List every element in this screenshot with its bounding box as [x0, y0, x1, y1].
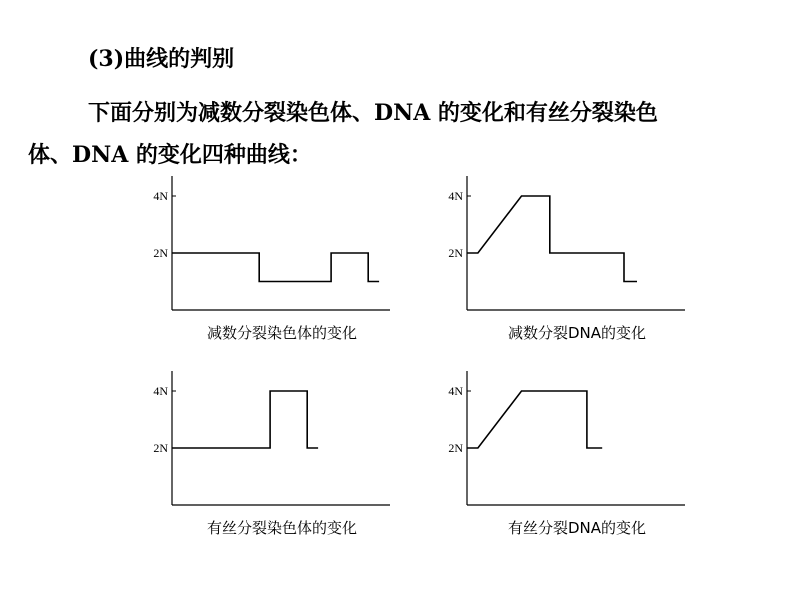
y-tick-label: 2N — [448, 441, 463, 455]
paragraph-line-2: 体、DNA 的变化四种曲线： — [28, 142, 312, 168]
y-tick-label: 4N — [448, 189, 463, 203]
chart-caption: 有丝分裂DNA的变化 — [507, 519, 647, 537]
chart-caption: 减数分裂DNA的变化 — [507, 324, 647, 342]
chart-caption: 减数分裂染色体的变化 — [206, 324, 358, 342]
series-line — [172, 253, 379, 282]
y-tick-label: 2N — [448, 246, 463, 260]
chart-svg — [130, 170, 390, 360]
chart-svg — [425, 365, 685, 555]
chart-svg — [425, 170, 685, 360]
series-line — [467, 196, 637, 282]
section-heading: (3)曲线的判别 — [88, 46, 235, 72]
chart-mitosis-dna — [425, 365, 685, 555]
chart-meiosis-chromosome — [130, 170, 390, 360]
paragraph-line-1: 下面分别为减数分裂染色体、DNA 的变化和有丝分裂染色 — [88, 100, 658, 126]
y-tick-label: 2N — [153, 441, 168, 455]
y-tick-label: 4N — [153, 384, 168, 398]
chart-meiosis-dna — [425, 170, 685, 360]
y-tick-label: 2N — [153, 246, 168, 260]
series-line — [172, 391, 318, 448]
chart-mitosis-chromosome — [130, 365, 390, 555]
chart-svg — [130, 365, 390, 555]
chart-caption: 有丝分裂染色体的变化 — [206, 519, 358, 537]
y-tick-label: 4N — [448, 384, 463, 398]
y-tick-label: 4N — [153, 189, 168, 203]
series-line — [467, 391, 602, 448]
